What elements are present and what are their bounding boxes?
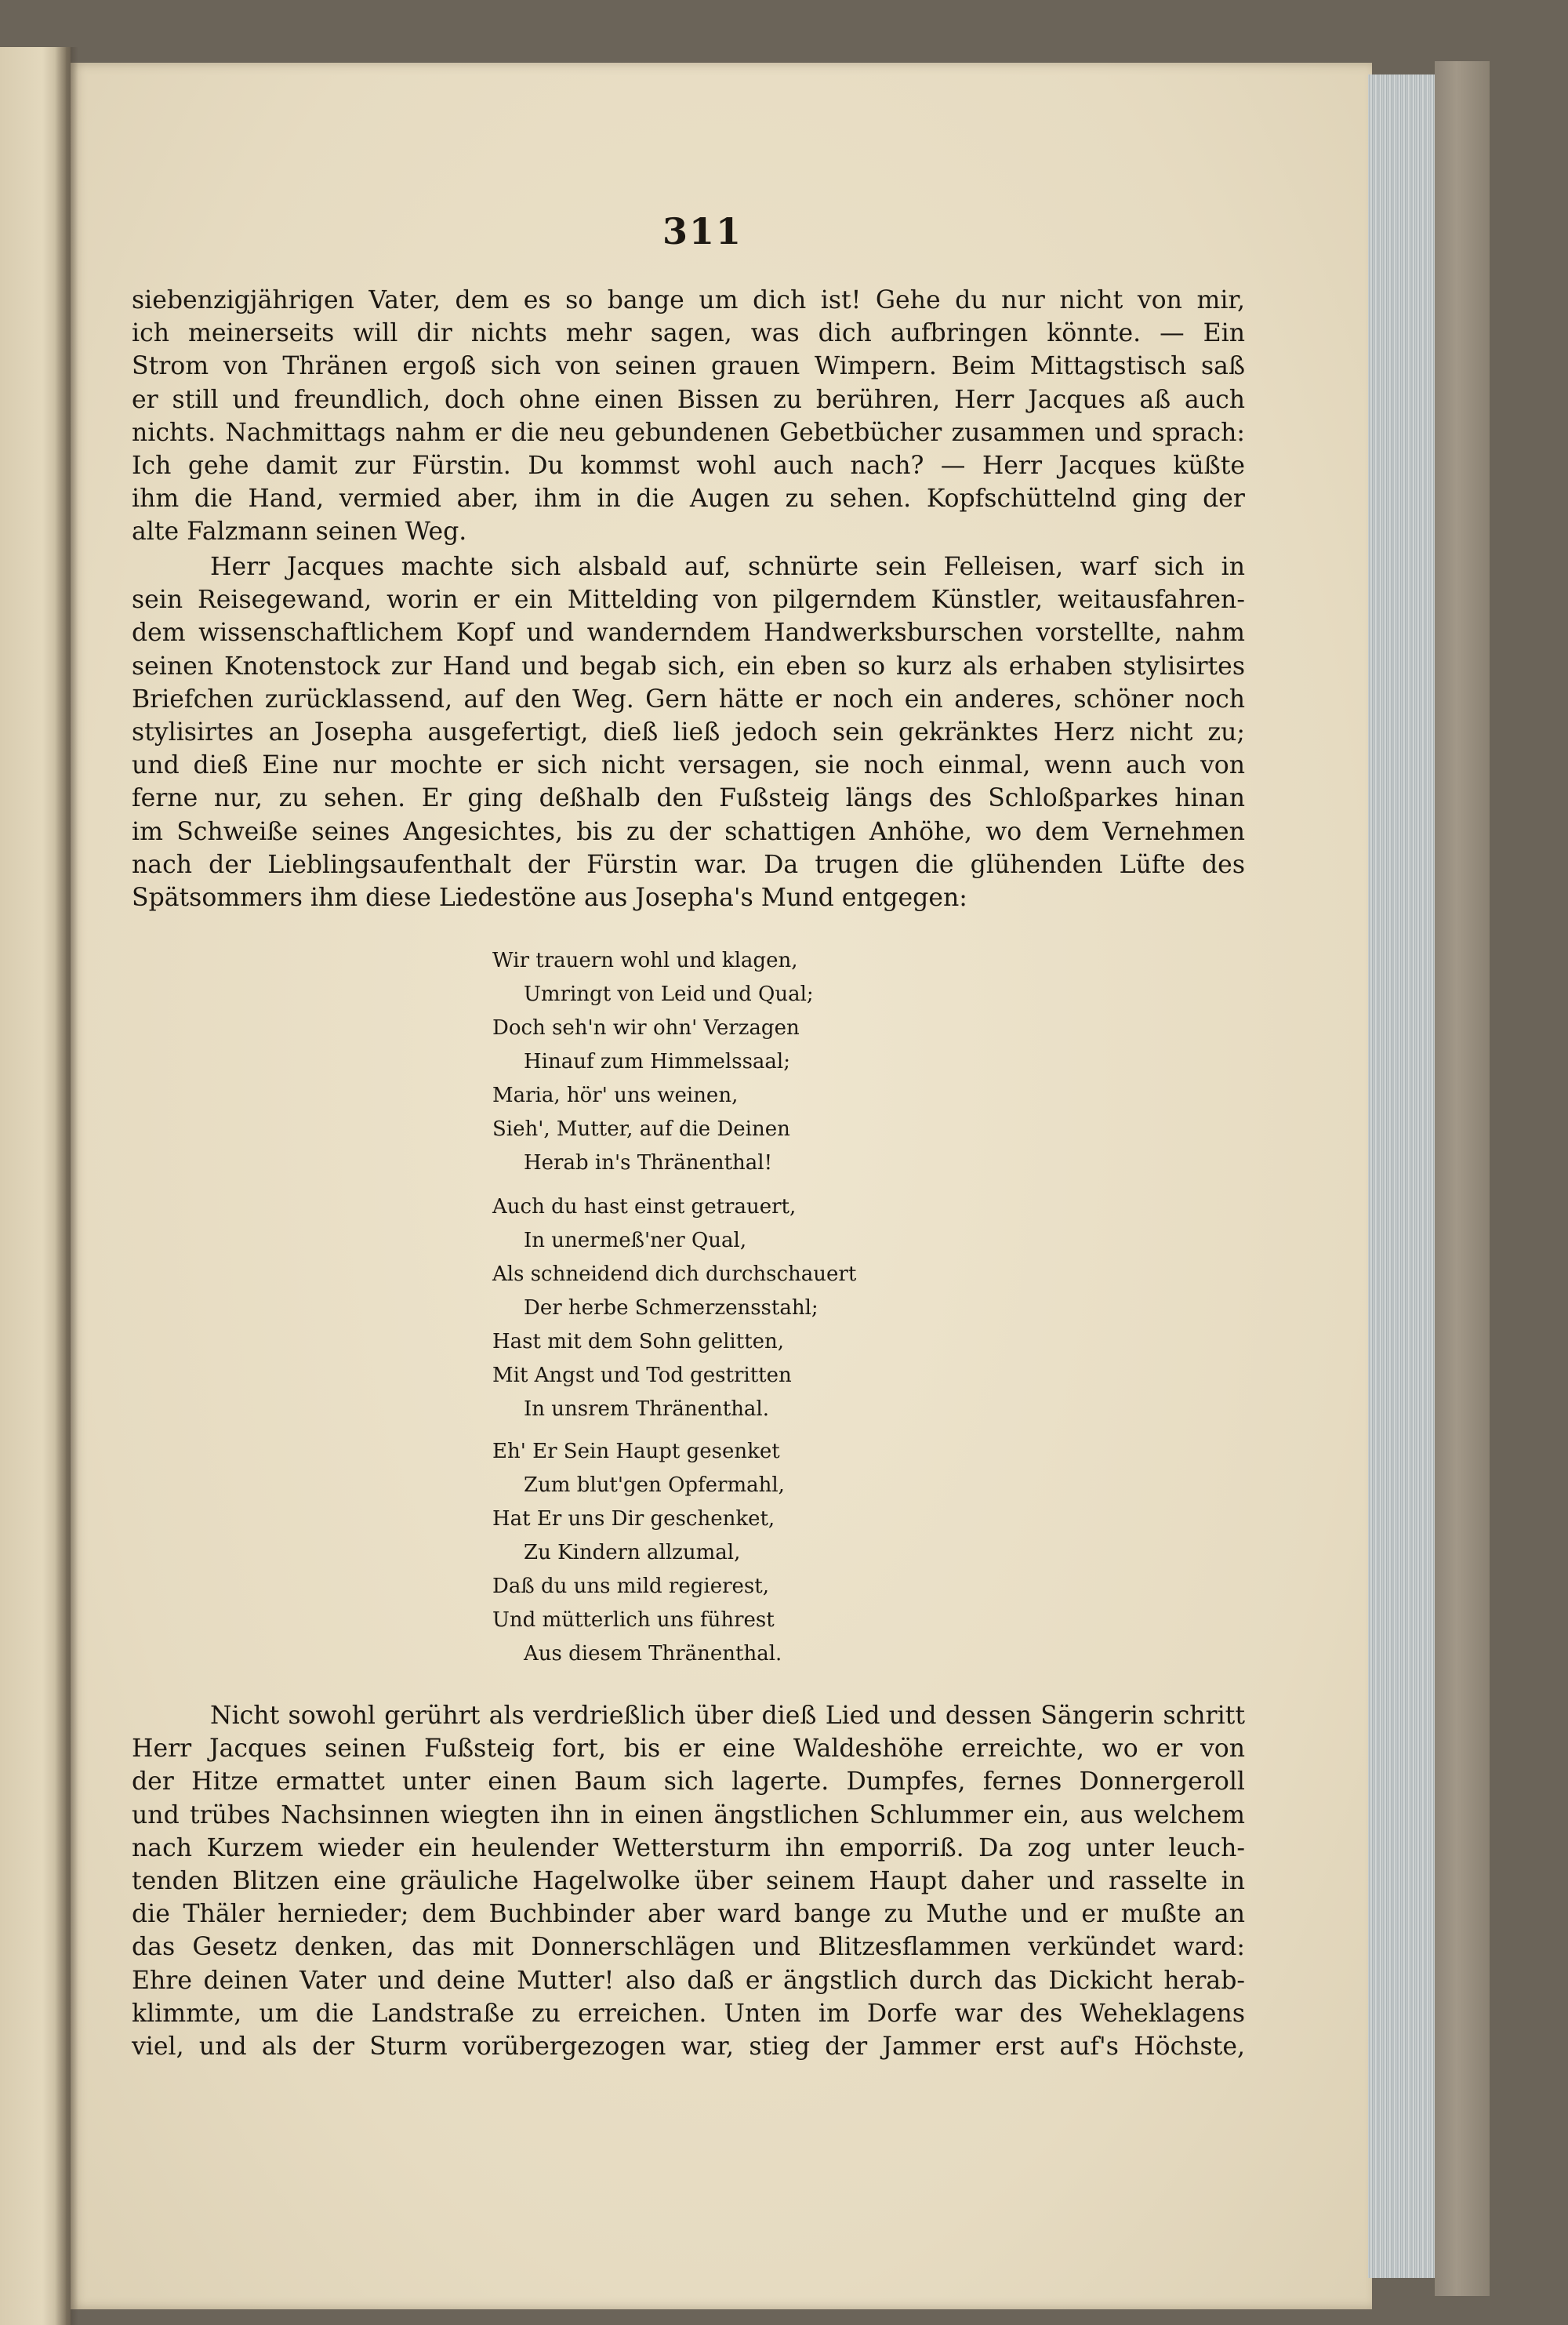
book-gutter [55, 47, 78, 2325]
verse-line: Sieh', Mutter, auf die Deinen [492, 1117, 790, 1141]
verse-line: Daß du uns mild regierest, [492, 1575, 769, 1598]
verse-line: Eh' Er Sein Haupt gesenket [492, 1440, 780, 1463]
verse-line: Auch du hast einst getrauert, [492, 1195, 797, 1219]
verse-line: In unsrem Thränenthal. [524, 1397, 770, 1421]
text-line: und trübes Nachsinnen wiegten ihn in einen ängstlichen Schlummer ein, aus welchem [132, 1800, 1245, 1829]
text-line: die Thäler hernieder; dem Buchbinder aber ward bange zu Muthe und er mußte an [132, 1900, 1245, 1929]
text-line: tenden Blitzen eine gräuliche Hagelwolke über seinem Haupt daher und rasselte in [132, 1866, 1245, 1895]
verse-line: Hat Er uns Dir geschenket, [492, 1507, 775, 1531]
text-line: alte Falzmann seinen Weg. [132, 518, 467, 547]
verse-line: Der herbe Schmerzensstahl; [524, 1296, 818, 1320]
text-line: das Gesetz denken, das mit Donnerschlägen und Blitzesflammen verkündet ward: [132, 1933, 1245, 1962]
verse-line: Mit Angst und Tod gestritten [492, 1364, 792, 1387]
verse-line: Und mütterlich uns führest [492, 1608, 775, 1632]
paragraph-3 [132, 1699, 1245, 2063]
text-line: der Hitze ermattet unter einen Baum sich lagerte. Dumpfes, fernes Donnergeroll [132, 1767, 1245, 1796]
text-line: dem wissenschaftlichem Kopf und wanderndem Handwerksburschen vorstellte, nahm [132, 619, 1245, 648]
text-line: nichts. Nachmittags nahm er die neu gebundenen Gebetbücher zusammen und sprach: [132, 418, 1245, 447]
text-line: nach der Lieblingsaufenthalt der Fürstin war. Da trugen die glühenden Lüfte des [132, 850, 1245, 879]
page-block-edges [1368, 74, 1435, 2278]
verse-line: Als schneidend dich durchschauert [492, 1262, 857, 1286]
verse-line: Aus diesem Thränenthal. [524, 1642, 782, 1666]
text-line: ferne nur, zu sehen. Er ging deßhalb den Fußsteig längs des Schloßparkes hinan [132, 784, 1245, 813]
paragraph-1 [132, 284, 1245, 549]
book-cover-edge [1435, 61, 1490, 2296]
text-line: Briefchen zurücklassend, auf den Weg. Gern hätte er noch ein anderes, schöner noch [132, 685, 1245, 714]
text-line: Ich gehe damit zur Fürstin. Du kommst wohl auch nach? — Herr Jacques küßte [132, 451, 1245, 480]
text-line: Nicht sowohl gerührt als verdrießlich über dieß Lied und dessen Sängerin schritt [210, 1702, 1245, 1730]
verse-line: Hinauf zum Himmelssaal; [524, 1050, 790, 1073]
text-line: stylisirtes an Josepha ausgefertigt, dieß ließ jedoch sein gekränktes Herz nicht zu; [132, 717, 1245, 747]
text-line: nach Kurzem wieder ein heulender Wettersturm ihn emporriß. Da zog unter leuch- [132, 1833, 1245, 1862]
poem-stanza-2 [492, 1190, 931, 1426]
paragraph-2 [132, 550, 1245, 914]
verse-line: Zu Kindern allzumal, [524, 1541, 741, 1564]
text-line: und dieß Eine nur mochte er sich nicht versagen, sie noch einmal, wenn auch von [132, 751, 1245, 780]
poem-stanza-1 [492, 944, 931, 1180]
text-line: ich meinerseits will dir nichts mehr sagen, was dich aufbringen könnte. — Ein [132, 319, 1245, 348]
verse-line: Wir trauern wohl und klagen, [492, 949, 798, 972]
text-line: ihm die Hand, vermied aber, ihm in die Augen zu sehen. Kopfschüttelnd ging der [132, 485, 1245, 514]
verse-line: Herab in's Thränenthal! [524, 1151, 773, 1175]
text-line: sein Reisegewand, worin er ein Mittelding von pilgerndem Künstler, weitausfahren- [132, 586, 1245, 615]
verse-line: In unermeß'ner Qual, [524, 1229, 747, 1252]
text-line: Ehre deinen Vater und deine Mutter! also daß er ängstlich durch das Dickicht herab- [132, 1966, 1245, 1995]
text-line: im Schweiße seines Angesichtes, bis zu der schattigen Anhöhe, wo dem Vernehmen [132, 817, 1245, 846]
text-line: viel, und als der Sturm vorübergezogen war, stieg der Jammer erst auf's Höchste, [132, 2032, 1245, 2061]
verse-line: Zum blut'gen Opfermahl, [524, 1473, 785, 1497]
page-number: 311 [662, 210, 743, 252]
poem-stanza-3 [492, 1435, 931, 1671]
text-line: Herr Jacques seinen Fußsteig fort, bis er eine Waldeshöhe erreichte, wo er von [132, 1735, 1245, 1764]
verse-line: Hast mit dem Sohn gelitten, [492, 1330, 785, 1353]
text-line: klimmte, um die Landstraße zu erreichen. Unten im Dorfe war des Weheklagens [132, 1999, 1245, 2028]
text-line: seinen Knotenstock zur Hand und begab sich, ein eben so kurz als erhaben stylisirtes [132, 652, 1245, 681]
text-line: Strom von Thränen ergoß sich von seinen grauen Wimpern. Beim Mittagstisch saß [132, 352, 1245, 381]
text-line: er still und freundlich, doch ohne einen Bissen zu berühren, Herr Jacques aß auch [132, 385, 1245, 414]
verse-line: Umringt von Leid und Qual; [524, 983, 814, 1006]
text-line: Herr Jacques machte sich alsbald auf, schnürte sein Felleisen, warf sich in [210, 553, 1245, 581]
verse-line: Maria, hör' uns weinen, [492, 1084, 739, 1107]
text-line: Spätsommers ihm diese Liedestöne aus Josepha's Mund entgegen: [132, 883, 967, 912]
verse-line: Doch seh'n wir ohn' Verzagen [492, 1016, 800, 1040]
text-line: siebenzigjährigen Vater, dem es so bange um dich ist! Gehe du nur nicht von mir, [132, 286, 1245, 314]
